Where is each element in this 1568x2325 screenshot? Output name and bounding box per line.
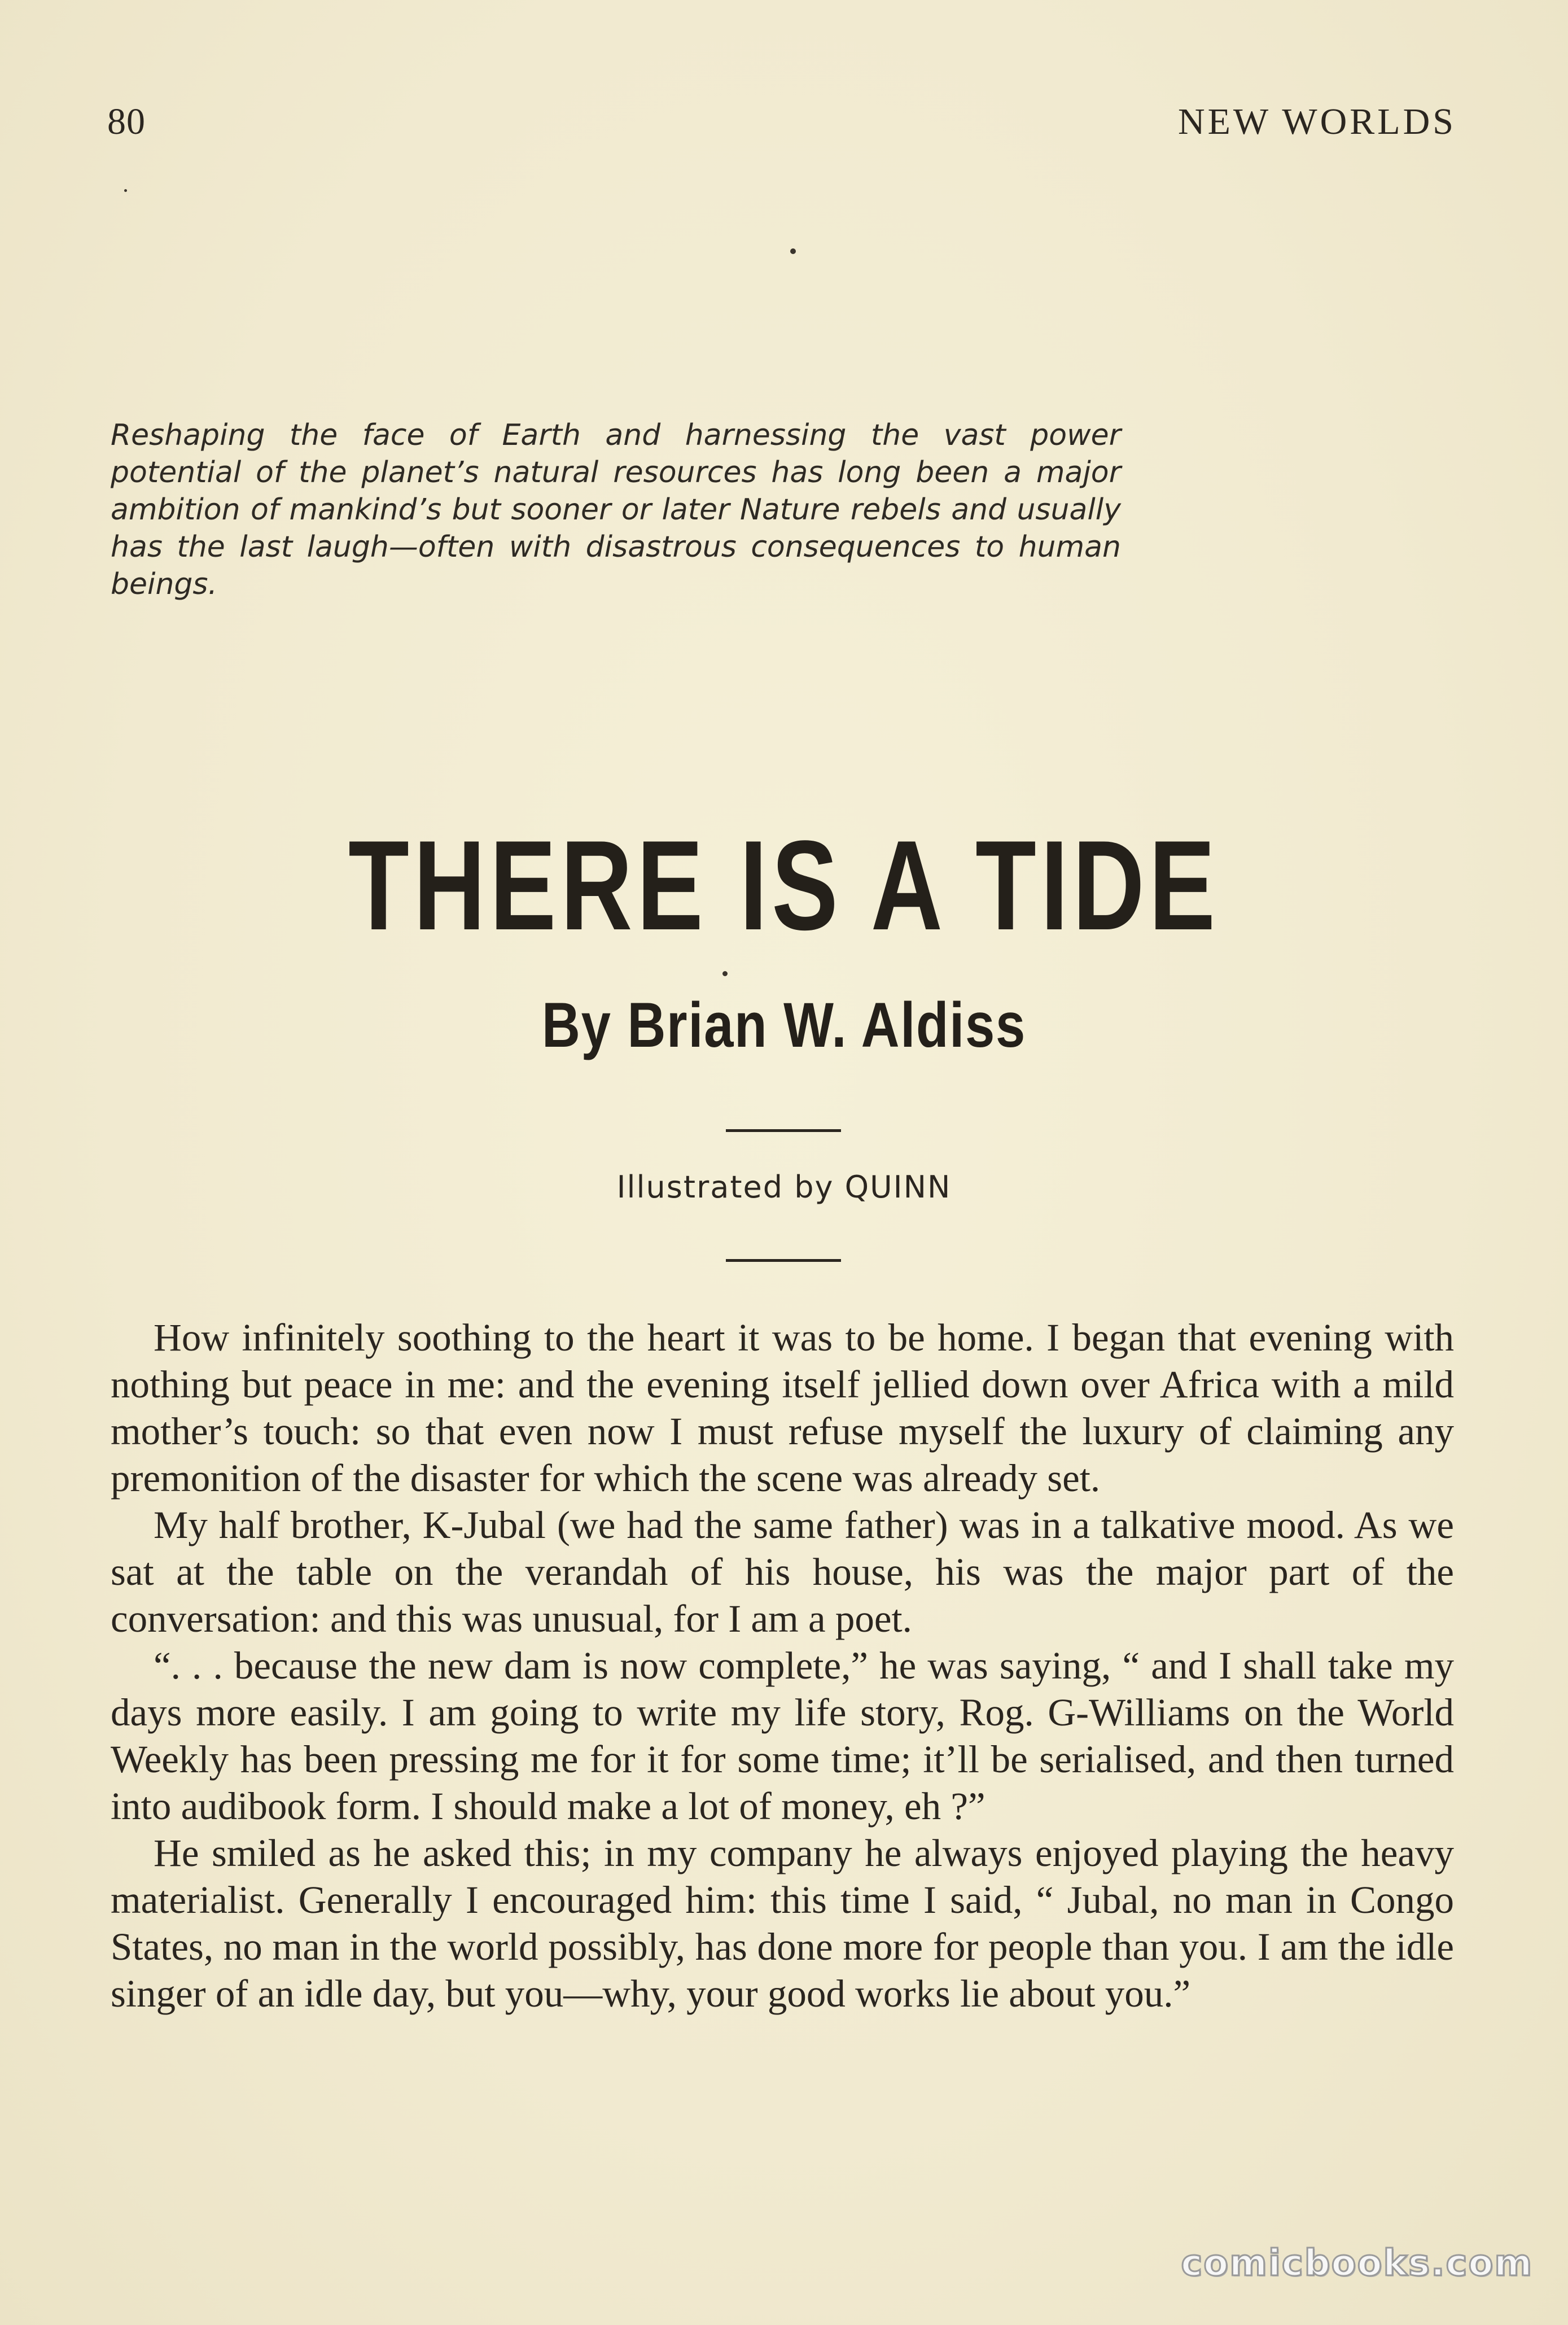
- divider-rule-top: [726, 1129, 841, 1132]
- watermark: comicbooks.com: [1181, 2243, 1533, 2284]
- print-speck: [124, 189, 127, 192]
- story-byline: By Brian W. Aldiss: [541, 990, 1026, 1060]
- divider-rule-bottom: [726, 1259, 841, 1262]
- illustrator-credit: Illustrated by QUINN: [616, 1169, 952, 1205]
- body-paragraph: “. . . because the new dam is now complete,” he was saying, “ and I shall take my days more easily. I am going to write my life story, Rog. G-Williams on the World Weekly has been pressing me for it for some time; it’ll be serialised, and then turned into audibook form. I should make a lot of money, eh ?”: [111, 1644, 1454, 1828]
- running-head: NEW WORLDS: [1177, 101, 1456, 142]
- story-intro-blurb: Reshaping the face of Earth and harnessing the vast power potential of the planet’s natural resources has long been a major ambition of mankind’s but sooner or later Nature rebels and usually has the last laugh—often with disastrous consequences to human beings.: [111, 418, 1121, 601]
- story-title: THERE IS A TIDE: [348, 814, 1220, 956]
- print-speck: [790, 248, 796, 254]
- body-paragraph: He smiled as he asked this; in my company he always enjoyed playing the heavy materialist. Generally I encouraged him: this time I said, “ Jubal, no man in Congo States, no man in the world possibly, has done more for people than you. I am the idle singer of an idle day, but you—why, your good works lie about you.”: [111, 1832, 1454, 2015]
- print-speck: [722, 971, 728, 976]
- page-number: 80: [107, 101, 146, 142]
- body-paragraph: How infinitely soothing to the heart it was to be home. I began that evening with nothing but peace in me: and the evening itself jellied down over Africa with a mild mother’s touch: so that even now I must refuse myself the luxury of claiming any premonition of the disaster for which the scene was already set.: [111, 1316, 1454, 1500]
- body-paragraph: My half brother, K-Jubal (we had the same father) was in a talkative mood. As we sat at the table on the verandah of his house, his was the major part of the conversation: and this was unusual, for I am a poet.: [111, 1504, 1454, 1640]
- story-body: [111, 1314, 1454, 2017]
